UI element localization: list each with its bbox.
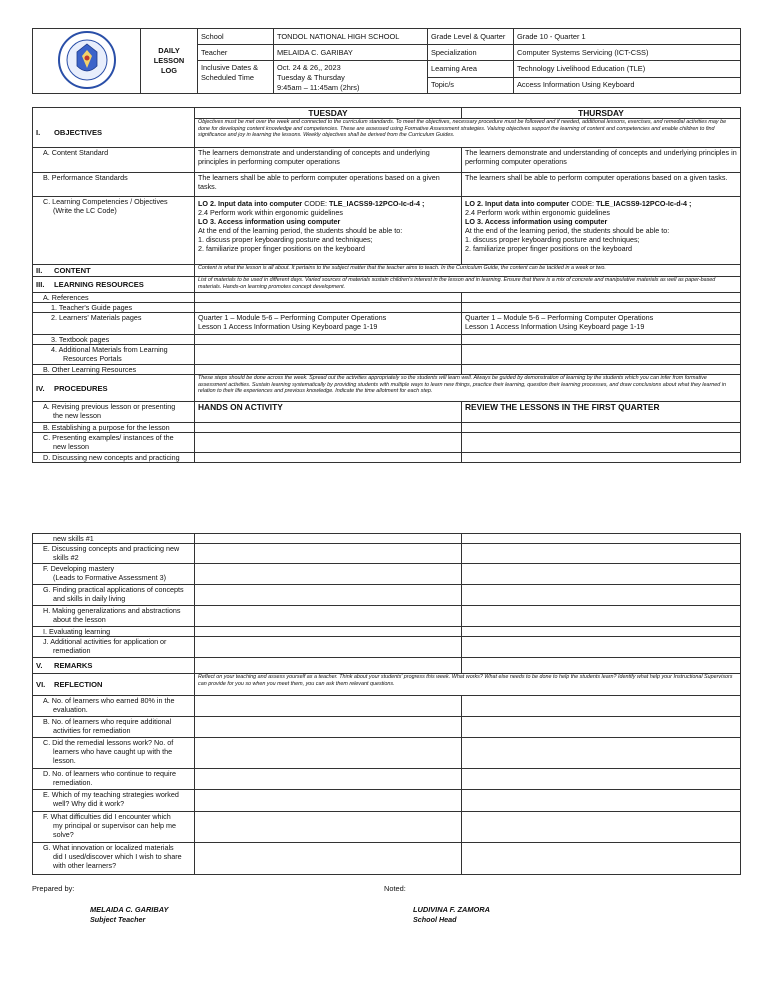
learning-resources-note: List of materials to be used in different days. Varied sources of materials sustain children's interest in the lesson and in learning. Ensure that there is a mix of concrete and manipulative materials as well as paper-based materials. Hands-on learning promotes concept development.	[195, 277, 741, 293]
remarks-heading: V. REMARKS	[33, 658, 195, 674]
procedures-note: These steps should be done across the week. Spread out the activities appropriately so the students will learn well. Always be guided by demonstration of learning by the students which you can infer from formative assessment activities. Sustain learning systematically by providing students with multiple ways to learn new things, practice their learning, question their learning processes, and draw conclusions about what they learned in relation to their life experiences and previous knowledge. Indicate the time allotment for each step.	[195, 375, 741, 402]
learning-resources-heading: III. LEARNING RESOURCES	[33, 277, 195, 293]
procedure-c-label: C. Presenting examples/ instances of the new lesson	[33, 433, 195, 453]
topic-value: Access Information Using Keyboard	[514, 77, 741, 94]
school-value: TONDOL NATIONAL HIGH SCHOOL	[274, 29, 428, 45]
performance-standards-tuesday: The learners shall be able to perform computer operations based on a given tasks.	[195, 173, 462, 197]
topic-label: Topic/s	[428, 77, 514, 94]
learning-area-label: Learning Area	[428, 61, 514, 78]
references-label: A. References	[33, 293, 195, 303]
procedure-e-label: E. Discussing concepts and practicing new skills #2	[33, 544, 195, 564]
reflection-d-label: D. No. of learners who continue to require remediation.	[33, 769, 195, 790]
procedure-a-tuesday: HANDS ON ACTIVITY	[195, 402, 462, 423]
procedure-a-thursday: REVIEW THE LESSONS IN THE FIRST QUARTER	[462, 402, 741, 423]
procedure-d-label-cont: new skills #1	[33, 534, 195, 544]
dates-label: Inclusive Dates & Scheduled Time	[198, 61, 274, 94]
textbook-pages-label: 3. Textbook pages	[33, 335, 195, 345]
school-label: School	[198, 29, 274, 45]
head-signature-title: School Head	[413, 915, 457, 924]
content-standard-thursday: The learners demonstrate and understanding of concepts and underlying principles in performing computer operations	[462, 148, 741, 173]
column-tuesday: TUESDAY	[195, 108, 462, 119]
learners-materials-thursday: Quarter 1 – Module 5-6 – Performing Computer Operations Lesson 1 Access Information Using Keyboard page 1-19	[462, 313, 741, 335]
additional-materials-label: 4. Additional Materials from Learning Resources Portals	[33, 345, 195, 365]
procedure-h-label: H. Making generalizations and abstractions about the lesson	[33, 606, 195, 627]
head-signature-name: LUDIVINA F. ZAMORA	[413, 905, 490, 914]
procedure-a-label: A. Revising previous lesson or presenting the new lesson	[33, 402, 195, 423]
procedure-i-label: I. Evaluating learning	[33, 627, 195, 637]
grade-label: Grade Level & Quarter	[428, 29, 514, 45]
learning-competencies-thursday: LO 2. Input data into computer CODE: TLE_IACSS9-12PCO-Ic-d-4 ; 2.4 Perform work within ergonomic guidelines LO 3. Access information using computer At the end of the learning period, the students should be able to: 1. discuss proper keyboarding posture and techniques; 2. familiarize proper finger positions on the keyboard	[462, 197, 741, 265]
objectives-heading: I. OBJECTIVES	[33, 119, 195, 148]
reflection-heading: VI. REFLECTION	[33, 674, 195, 696]
reflection-e-label: E. Which of my teaching strategies worked well? Why did it work?	[33, 790, 195, 812]
content-note: Content is what the lesson is all about. It pertains to the subject matter that the teacher aims to teach. In the Curriculum Guide, the content can be tackled in a week or two.	[195, 265, 741, 277]
reflection-a-label: A. No. of learners who earned 80% in the evaluation.	[33, 696, 195, 717]
learners-materials-label: 2. Learners' Materials pages	[33, 313, 195, 335]
reflection-b-label: B. No. of learners who require additional activities for remediation	[33, 717, 195, 738]
procedure-j-label: J. Additional activities for application or remediation	[33, 637, 195, 658]
deped-seal-icon	[57, 30, 117, 90]
teacher-signature-title: Subject Teacher	[90, 915, 146, 924]
prepared-by-label: Prepared by:	[32, 884, 75, 893]
lesson-table-part2	[32, 533, 741, 875]
reflection-note: Reflect on your teaching and assess yourself as a teacher. Think about your students' progress this week. What works? What else needs to be done to help the students learn? Identify what help your Instructional Supervisors can provide for you so when you meet them, you can ask them relevant questions.	[195, 674, 741, 696]
content-standard-label: A. Content Standard	[33, 148, 195, 173]
procedure-g-label: G. Finding practical applications of concepts and skills in daily living	[33, 585, 195, 606]
learners-materials-tuesday: Quarter 1 – Module 5-6 – Performing Computer Operations Lesson 1 Access Information Using Keyboard page 1-19	[195, 313, 462, 335]
reflection-g-label: G. What innovation or localized materials did I used/discover which I wish to share with other learners?	[33, 843, 195, 875]
procedure-d-label: D. Discussing new concepts and practicing	[33, 453, 195, 463]
lesson-table-part1	[32, 107, 741, 463]
objectives-note: Objectives must be met over the week and connected to the curriculum standards. To meet the objectives, necessary procedure must be followed and if needed, additional lessons, exercises, and remedial activities may be done for developing content knowledge and competencies. These are assessed using Formative Assessment strategies. Valuing objectives support the learning of content and competencies and enable children to find significance and joy in learning the lessons. Weekly objectives shall be derived from the Curriculum Guides.	[195, 119, 741, 148]
performance-standards-label: B. Performance Standards	[33, 173, 195, 197]
noted-label: Noted:	[384, 884, 406, 893]
other-resources-label: B. Other Learning Resources	[33, 365, 195, 375]
learning-competencies-tuesday: LO 2. Input data into computer CODE: TLE_IACSS9-12PCO-Ic-d-4 ; 2.4 Perform work within ergonomic guidelines LO 3. Access information using computer At the end of the learning period, the students should be able to: 1. discuss proper keyboarding posture and techniques; 2. familiarize proper finger positions on the keyboard	[195, 197, 462, 265]
procedure-f-label: F. Developing mastery (Leads to Formative Assessment 3)	[33, 564, 195, 585]
learning-competencies-label: C. Learning Competencies / Objectives (Write the LC Code)	[33, 197, 195, 265]
content-heading: II. CONTENT	[33, 265, 195, 277]
performance-standards-thursday: The learners shall be able to perform computer operations based on a given tasks.	[462, 173, 741, 197]
dates-value: Oct. 24 & 26,, 2023 Tuesday & Thursday 9:45am – 11:45am (2hrs)	[274, 61, 428, 94]
content-standard-tuesday: The learners demonstrate and understanding of concepts and underlying principles in performing computer operations	[195, 148, 462, 173]
grade-value: Grade 10 - Quarter 1	[514, 29, 741, 45]
page-title: DAILY LESSON LOG	[141, 29, 198, 94]
logo-cell	[33, 29, 141, 94]
reflection-f-label: F. What difficulties did I encounter which my principal or supervisor can help me solve?	[33, 812, 195, 843]
procedure-b-label: B. Establishing a purpose for the lesson	[33, 423, 195, 433]
specialization-value: Computer Systems Servicing (ICT-CSS)	[514, 45, 741, 61]
teacher-signature-name: MELAIDA C. GARIBAY	[90, 905, 169, 914]
specialization-label: Specialization	[428, 45, 514, 61]
header-table	[32, 28, 741, 94]
teacher-label: Teacher	[198, 45, 274, 61]
procedures-heading: IV. PROCEDURES	[33, 375, 195, 402]
reflection-c-label: C. Did the remedial lessons work? No. of learners who have caught up with the lesson.	[33, 738, 195, 769]
teachers-guide-label: 1. Teacher's Guide pages	[33, 303, 195, 313]
learning-area-value: Technology Livelihood Education (TLE)	[514, 61, 741, 78]
column-thursday: THURSDAY	[462, 108, 741, 119]
teacher-value: MELAIDA C. GARIBAY	[274, 45, 428, 61]
